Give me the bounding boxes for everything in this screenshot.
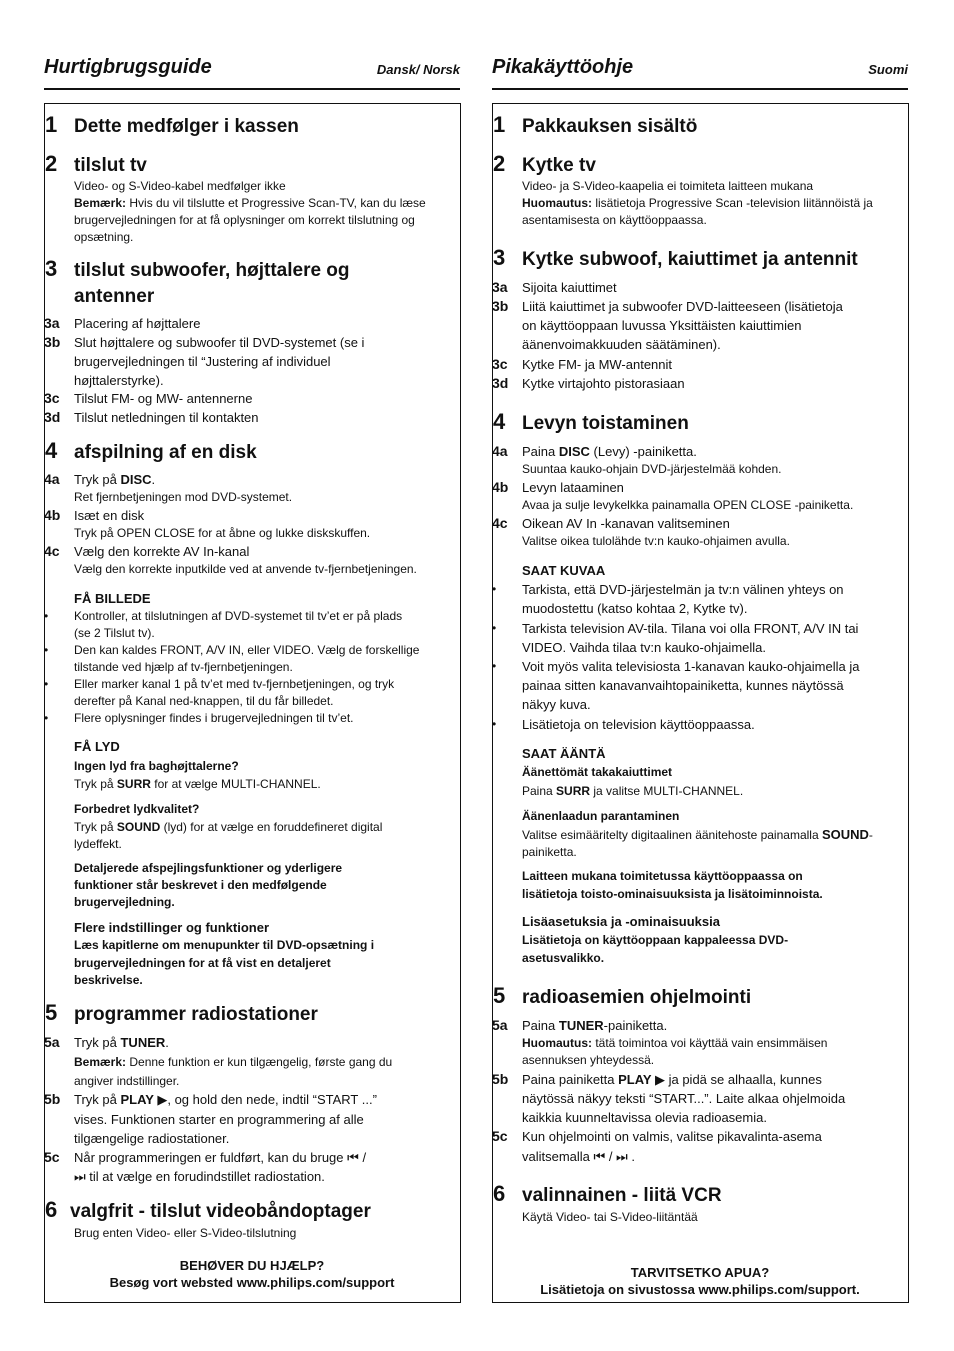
button-name: SOUND	[116, 820, 161, 834]
note-label: Bemærk:	[74, 1055, 127, 1069]
left-language: Dansk/ Norsk	[376, 62, 460, 77]
bullet-text: painaa sitten kanavanvaihtopainiketta, kunnes näytössä	[522, 678, 844, 693]
help-title: TARVITSETKO APUA?	[630, 1265, 770, 1280]
text: ja pidä se alhaalla, kunnes	[664, 1072, 822, 1087]
step-text: Kun ohjelmointi on valmis, valitse pikavalinta-asema	[522, 1129, 822, 1144]
text: Tryk på	[74, 777, 117, 791]
left-divider	[44, 88, 460, 90]
right-s2-note	[522, 195, 873, 212]
step-text: valitsemalla ⏮ / ⏭ .	[522, 1149, 635, 1164]
bullet: •	[44, 609, 49, 623]
step-text: Isæt en disk	[74, 508, 145, 523]
button-name: SOUND	[821, 827, 869, 842]
text: Paina	[522, 1018, 559, 1033]
step-label: 3b	[492, 298, 509, 314]
section-heading: Levyn toistaminen	[522, 413, 689, 434]
text: Tryk på	[74, 1035, 121, 1050]
note-text: Denne funktion er kun tilgængelig, første gang du	[126, 1055, 393, 1069]
subsection-title: Flere indstillinger og funktioner	[74, 920, 270, 935]
section-number: 4	[493, 409, 506, 434]
bullet: •	[492, 582, 497, 596]
bullet-text: Voit myös valita televisiosta 1-kanavan kauko-ohjaimella ja	[522, 659, 860, 674]
button-name: PLAY ▶	[120, 1092, 168, 1107]
step-text: on käyttöoppaan luvussa Yksittäisten kaiuttimien	[522, 318, 802, 333]
step-text	[522, 1016, 667, 1035]
text: Paina	[522, 784, 557, 798]
section-heading: valgfrit - tilslut videobåndoptager	[70, 1201, 371, 1222]
bullet: •	[492, 717, 497, 731]
right-s2-line: Video- ja S-Video-kaapelia ei toimiteta laitteen mukana	[522, 179, 814, 193]
right-divider	[492, 88, 908, 90]
button-name: DISC	[120, 472, 152, 487]
step-label: 3d	[44, 409, 61, 425]
answer: painiketta.	[522, 845, 577, 859]
text: (Levy) -painiketta.	[589, 444, 697, 459]
details-text: Lisätietoja on käyttöoppaan kappaleessa DVD-	[522, 933, 789, 947]
answer	[522, 826, 873, 844]
section-number: 6	[493, 1181, 506, 1206]
step-text	[74, 470, 155, 489]
step-subtext: Brug enten Video- eller S-Video-tilslutning	[74, 1226, 297, 1240]
section-number: 1	[45, 112, 58, 137]
text: (lyd) for at vælge en foruddefineret digital	[160, 820, 383, 834]
bullet: •	[44, 711, 49, 725]
bullet: •	[492, 621, 497, 635]
step-text: Oikean AV In -kanavan valitseminen	[522, 516, 730, 531]
section-heading: Pakkauksen sisältö	[522, 116, 698, 137]
section-number: 5	[493, 983, 506, 1008]
step-subtext: Valitse oikea tulolähde tv:n kauko-ohjaimen avulla.	[522, 534, 790, 548]
text: , og hold den nede, indtil “START ...”	[167, 1092, 377, 1107]
section-number: 5	[45, 1000, 58, 1025]
step-label: 4b	[492, 479, 509, 495]
note-text: lisätietoja Progressive Scan -television liitännöistä ja	[592, 196, 873, 210]
step-text: näytössä näkyy teksti “START...”. Laite alkaa ohjelmoida	[522, 1091, 846, 1106]
step-text: Når programmeringen er fuldført, kan du bruge ⏮ /	[74, 1150, 367, 1165]
subsection-title: FÅ LYD	[74, 739, 120, 754]
question: Äänenlaadun parantaminen	[522, 809, 680, 823]
text: ja valitse MULTI-CHANNEL.	[590, 784, 744, 798]
section-number: 3	[493, 245, 506, 270]
text: Paina painiketta	[522, 1072, 619, 1087]
subsection-title: Lisäasetuksia ja -ominaisuuksia	[522, 914, 720, 929]
heading-line: antenner	[74, 286, 155, 307]
step-text: Liitä kaiuttimet ja subwoofer DVD-laitteeseen (lisätietoja	[522, 299, 843, 314]
text: Tryk på	[74, 472, 121, 487]
details-text: brugervejledningen for at få vist en detaljeret	[74, 956, 331, 970]
step-label: 4b	[44, 507, 61, 523]
details-text: Læs kapitlerne om menupunkter til DVD-opsætning i	[74, 938, 375, 952]
step-text	[74, 1090, 377, 1109]
text: Tryk på	[74, 820, 117, 834]
details-text: funktioner står beskrevet i den medfølgende	[74, 878, 327, 892]
step-subtext: Vælg den korrekte inputkilde ved at anvende tv-fjernbetjeningen.	[74, 562, 417, 576]
step-note: asennuksen yhteydessä.	[522, 1053, 655, 1067]
question: Äänettömät takakaiuttimet	[522, 765, 673, 779]
bullet-text: Lisätietoja on television käyttöoppaassa.	[522, 717, 755, 732]
subsection-title: FÅ BILLEDE	[74, 591, 151, 606]
step-label: 4a	[492, 443, 508, 459]
step-label: 3a	[492, 279, 508, 295]
help-website: Lisätietoja on sivustossa www.philips.com/support.	[540, 1282, 860, 1297]
answer	[74, 819, 382, 836]
section-heading	[74, 258, 350, 310]
step-text: Kytke FM- ja MW-antennit	[522, 357, 673, 372]
step-label: 3b	[44, 334, 61, 350]
right-header	[492, 56, 908, 80]
bullet: •	[492, 659, 497, 673]
section-heading: radioasemien ohjelmointi	[522, 987, 752, 1008]
note-text: tätä toimintoa voi käyttää vain ensimmäisen	[592, 1036, 828, 1050]
section-heading: programmer radiostationer	[74, 1004, 318, 1025]
bullet-text: muodostettu (katso kohtaa 2, Kytke tv).	[522, 601, 748, 616]
step-text: ⏭ til at vælge en forudindstillet radiostation.	[74, 1169, 325, 1184]
details-text: Detaljerede afspejlingsfunktioner og yderligere	[74, 861, 343, 875]
button-name: DISC	[558, 444, 590, 459]
step-text	[522, 1070, 822, 1089]
bullet-text: (se 2 Tilslut tv).	[74, 626, 155, 640]
step-text: äänenvoimakkuuden säätäminen).	[522, 337, 721, 352]
button-name: PLAY ▶	[618, 1072, 665, 1087]
step-text: Sijoita kaiuttimet	[522, 280, 617, 295]
left-s2-line: Video- og S-Video-kabel medfølger ikke	[74, 179, 286, 193]
step-text	[74, 1033, 169, 1052]
bullet-text: Tarkista television AV-tila. Tilana voi olla FRONT, A/V IN tai	[522, 621, 859, 636]
step-text: brugervejledningen til “Justering af individuel	[74, 354, 331, 369]
step-text: Kytke virtajohto pistorasiaan	[522, 376, 685, 391]
right-s2-note-l2: asentamisesta on käyttöoppaassa.	[522, 213, 707, 227]
question: Forbedret lydkvalitet?	[74, 802, 200, 816]
section-number: 6	[45, 1197, 58, 1222]
bullet-text: Flere oplysninger findes i brugervejledningen til tv’et.	[74, 711, 354, 725]
details-text: brugervejledning.	[74, 895, 175, 909]
bullet-text: Eller marker kanal 1 på tv’et med tv-fjernbetjeningen, og tryk	[74, 677, 395, 691]
step-subtext: Tryk på OPEN CLOSE for at åbne og lukke diskskuffen.	[74, 526, 371, 540]
left-s2-note-l3: opsætning.	[74, 230, 134, 244]
bullet-text: tilstande ved hjælp af tv-fjernbetjeningen.	[74, 660, 293, 674]
heading-line: tilslut subwoofer, højttalere og	[74, 260, 350, 281]
section-heading: Kytke subwoof, kaiuttimet ja antennit	[522, 249, 858, 270]
button-name: TUNER	[558, 1018, 604, 1033]
step-subtext: Avaa ja sulje levykelkka painamalla OPEN CLOSE -painiketta.	[522, 498, 854, 512]
help-title: BEHØVER DU HJÆLP?	[179, 1258, 325, 1273]
step-label: 3d	[492, 375, 509, 391]
bullet-text: Tarkista, että DVD-järjestelmän ja tv:n välinen yhteys on	[522, 582, 844, 597]
section-heading: Kytke tv	[522, 155, 596, 176]
left-title: Hurtigbrugsguide	[44, 56, 212, 78]
step-subtext: Ret fjernbetjeningen mod DVD-systemet.	[74, 490, 293, 504]
bullet: •	[44, 643, 49, 657]
step-text: Tilslut FM- og MW- antennerne	[74, 391, 253, 406]
step-label: 5b	[44, 1091, 61, 1107]
left-s2-note	[74, 195, 426, 212]
text: Valitse esimääritelty digitaalinen äänitehoste painamalla	[522, 828, 822, 842]
step-text: Tilslut netledningen til kontakten	[74, 410, 259, 425]
step-label: 3c	[44, 390, 60, 406]
bullet-text: Kontroller, at tilslutningen af DVD-systemet til tv’et er på plads	[74, 609, 403, 623]
bullet-text: derefter på Kanal ned-knappen, til du får billedet.	[74, 694, 334, 708]
button-name: SURR	[556, 784, 591, 798]
text: for at vælge MULTI-CHANNEL.	[150, 777, 321, 791]
step-label: 4c	[44, 543, 60, 559]
section-number: 4	[45, 438, 58, 463]
section-number: 3	[45, 256, 58, 281]
answer: lydeffekt.	[74, 837, 122, 851]
bullet-text: Den kan kaldes FRONT, A/V IN, eller VIDEO. Vælg de forskellige	[74, 643, 420, 657]
right-language: Suomi	[868, 62, 908, 77]
details-text: asetusvalikko.	[522, 951, 605, 965]
help-website: Besøg vort websted www.philips.com/support	[109, 1275, 395, 1290]
step-subtext: Suuntaa kauko-ohjain DVD-järjestelmää kohden.	[522, 462, 782, 476]
step-label: 3c	[492, 356, 508, 372]
step-text: Slut højttalere og subwoofer til DVD-systemet (se i	[74, 335, 365, 350]
step-text: vises. Funktionen starter en programmering af alle	[74, 1112, 364, 1127]
step-text: Vælg den korrekte AV In-kanal	[74, 544, 250, 559]
button-name: SURR	[116, 777, 151, 791]
step-subtext: Käytä Video- tai S-Video-liitäntää	[522, 1210, 698, 1224]
left-header	[44, 56, 460, 80]
section-heading: tilslut tv	[74, 155, 147, 176]
section-number: 1	[493, 112, 506, 137]
details-text: lisätietoja toisto-ominaisuuksista ja lisätoiminnoista.	[522, 887, 823, 901]
step-label: 4c	[492, 515, 508, 531]
bullet: •	[44, 677, 49, 691]
note-label: Huomautus:	[522, 1036, 592, 1050]
step-note	[522, 1035, 827, 1052]
left-s2-note-l2: brugervejledningen for at få oplysninger om korrekt tilslutning og	[74, 213, 415, 227]
text: .	[165, 1035, 169, 1050]
step-note: angiver indstillinger.	[74, 1074, 180, 1088]
right-title: Pikakäyttöohje	[492, 56, 634, 78]
details-text: beskrivelse.	[74, 973, 143, 987]
section-heading: afspilning af en disk	[74, 442, 257, 463]
step-label: 3a	[44, 315, 60, 331]
step-label: 5b	[492, 1071, 509, 1087]
section-heading: valinnainen - liitä VCR	[522, 1185, 722, 1206]
step-label: 5a	[44, 1034, 60, 1050]
step-label: 5c	[44, 1149, 60, 1165]
step-text: tilgængelige radiostationer.	[74, 1131, 230, 1146]
button-name: TUNER	[120, 1035, 166, 1050]
step-note	[74, 1054, 392, 1071]
text: .	[151, 472, 156, 487]
subsection-title: SAAT KUVAA	[522, 563, 606, 578]
section-number: 2	[493, 151, 506, 176]
bullet-text: VIDEO. Vaihda tilaa tv:n kauko-ohjaimella.	[522, 640, 766, 655]
section-number: 2	[45, 151, 58, 176]
step-label: 5a	[492, 1017, 508, 1033]
note-label: Huomautus:	[522, 196, 592, 210]
section-heading: Dette medfølger i kassen	[74, 116, 299, 137]
subsection-title: SAAT ÄÄNTÄ	[522, 746, 606, 761]
step-text	[522, 442, 697, 461]
note-label: Bemærk:	[74, 196, 127, 210]
question: Ingen lyd fra baghøjttalerne?	[74, 759, 239, 773]
answer	[522, 783, 743, 800]
step-label: 5c	[492, 1128, 508, 1144]
details-text: Laitteen mukana toimitetussa käyttöoppaassa on	[522, 869, 803, 883]
bullet-text: näkyy kuva.	[522, 697, 591, 712]
step-text: Placering af højttalere	[74, 316, 201, 331]
text: -painiketta.	[603, 1018, 668, 1033]
text: Paina	[522, 444, 559, 459]
answer	[74, 776, 321, 793]
text: Tryk på	[74, 1092, 121, 1107]
step-text: kaikkia kuunneltavissa olevia radioasemia.	[522, 1110, 767, 1125]
note-text: Hvis du vil tilslutte et Progressive Scan-TV, kan du læse	[129, 196, 426, 210]
step-label: 4a	[44, 471, 60, 487]
text: -	[868, 828, 873, 842]
step-text: højttalerstyrke).	[74, 373, 164, 388]
step-text: Levyn lataaminen	[522, 480, 624, 495]
